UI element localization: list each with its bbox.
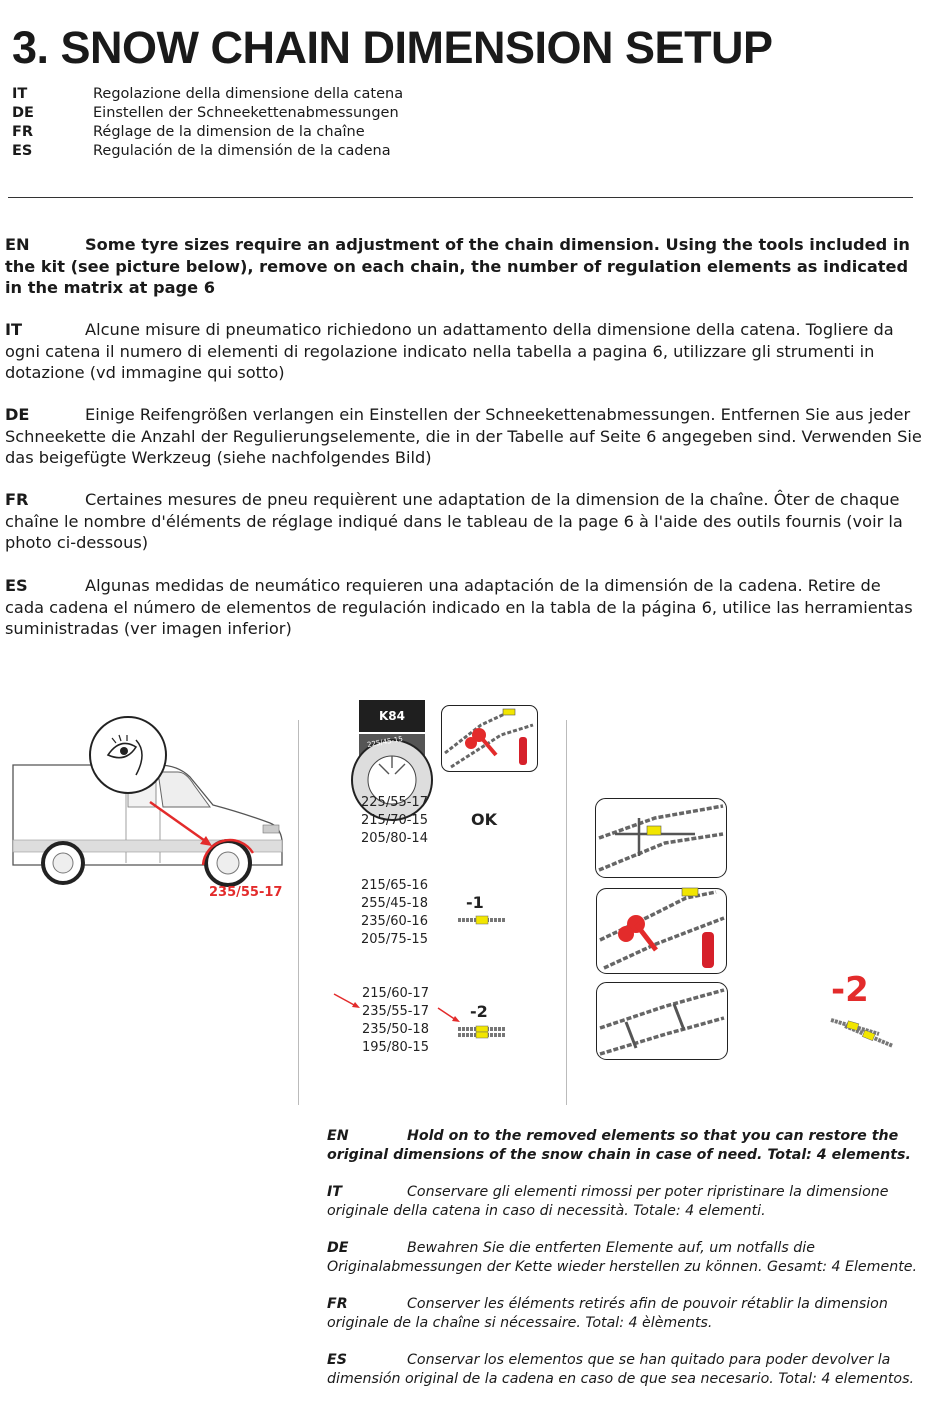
intro-paragraph-fr: FR Certaines mesures de pneu requièrent une adaptation de la dimension de la chaîne. Ôter de chaque chaîne le nombre d'éléments de réglage indiqué dans le tableau de la page 6 à l'aide des outils fournis (voir la photo ci-dessous) xyxy=(5,490,903,552)
subtitle-de: DE Einstellen der Schneekettenabmessungen xyxy=(12,105,399,121)
subtitle-it: IT Regolazione della dimensione della catena xyxy=(12,86,404,102)
size-list-ok: 225/55-17 215/70-15 205/80-14 xyxy=(361,795,428,846)
note-de: DE Bewahren Sie die entferten Elemente auf, um notfalls die Originalabmessungen der Kette wieder herstellen zu können. Gesamt: 4 Elemente. xyxy=(327,1240,918,1275)
intro-paragraph-es: ES Algunas medidas de neumático requieren una adaptación de la dimensión de la cadena. Retire de cada cadena el número de elementos de regulación indicado en la tabla de la página 6, utilice las herramientas suministradas (ver imagen inferior) xyxy=(5,576,913,638)
van-illustration xyxy=(8,705,298,895)
van-tyre-label: 235/55-17 xyxy=(209,885,283,900)
header-divider xyxy=(8,197,913,198)
model-badge: K84 xyxy=(359,700,425,732)
tool-photo-top xyxy=(441,705,538,772)
tyre-sidewall-label: 225/45-15 xyxy=(366,734,404,750)
action-label-minus-2: -2 xyxy=(470,1002,488,1021)
intro-paragraph-en: EN Some tyre sizes require an adjustment of the chain dimension. Using the tools included in the kit (see picture below), remove on each chain, the number of regulation elements as indicated in the matrix at page 6 xyxy=(5,235,910,297)
divider-right xyxy=(566,720,567,1105)
note-en: EN Hold on to the removed elements so that you can restore the original dimensions of the snow chain in case of need. Total: 4 elements. xyxy=(327,1128,911,1163)
step-photo-2 xyxy=(596,888,727,974)
intro-paragraph-de: DE Einige Reifengrößen verlangen ein Einstellen der Schneekettenabmessungen. Entfernen Sie aus jeder Schneekette die Anzahl der Regulierungselemente, die in der Tabelle auf Seite 6 angegeben sind. Verwenden Sie das beigefügte Werkzeug (siehe nachfolgendes Bild) xyxy=(5,405,922,467)
highlight-arrows xyxy=(330,990,470,1030)
subtitle-es: ES Regulación de la dimensión de la cadena xyxy=(12,143,391,159)
step-photo-3 xyxy=(596,982,728,1060)
subtitle-fr: FR Réglage de la dimension de la chaîne xyxy=(12,124,365,140)
chain-elements-double-icon xyxy=(456,1025,508,1039)
size-list-minus-1: 215/65-16 255/45-18 235/60-16 205/75-15 xyxy=(361,878,428,947)
page-title: 3. SNOW CHAIN DIMENSION SETUP xyxy=(12,22,773,73)
note-es: ES Conservar los elementos que se han quitado para poder devolver la dimensión original de la cadena en caso de que sea necesario. Total: 4 elementos. xyxy=(327,1352,914,1387)
note-fr: FR Conserver les éléments retirés afin de pouvoir rétablir la dimension originale de la chaîne si nécessaire. Total: 4 èlèments. xyxy=(327,1296,888,1331)
action-label-ok: OK xyxy=(471,810,497,829)
intro-paragraph-it: IT Alcune misure di pneumatico richiedono un adattamento della dimensione della catena. Togliere da ogni catena il numero di elementi di regolazione indicato nella tabella a pagina 6, utilizzare gli strumenti in dotazione (vd immagine qui sotto) xyxy=(5,320,894,382)
size-list-minus-2: 215/60-17 235/55-17 235/50-18 195/80-15 xyxy=(362,986,429,1055)
note-it: IT Conservare gli elementi rimossi per poter ripristinare la dimensione originale della catena in caso di necessità. Totale: 4 elementi. xyxy=(327,1184,889,1219)
step-photo-1 xyxy=(595,798,727,878)
big-removal-label: -2 xyxy=(831,970,869,1010)
action-label-minus-1: -1 xyxy=(466,893,484,912)
removed-elements-icon xyxy=(829,1016,895,1050)
divider-left xyxy=(298,720,299,1105)
chain-element-icon xyxy=(456,915,508,925)
